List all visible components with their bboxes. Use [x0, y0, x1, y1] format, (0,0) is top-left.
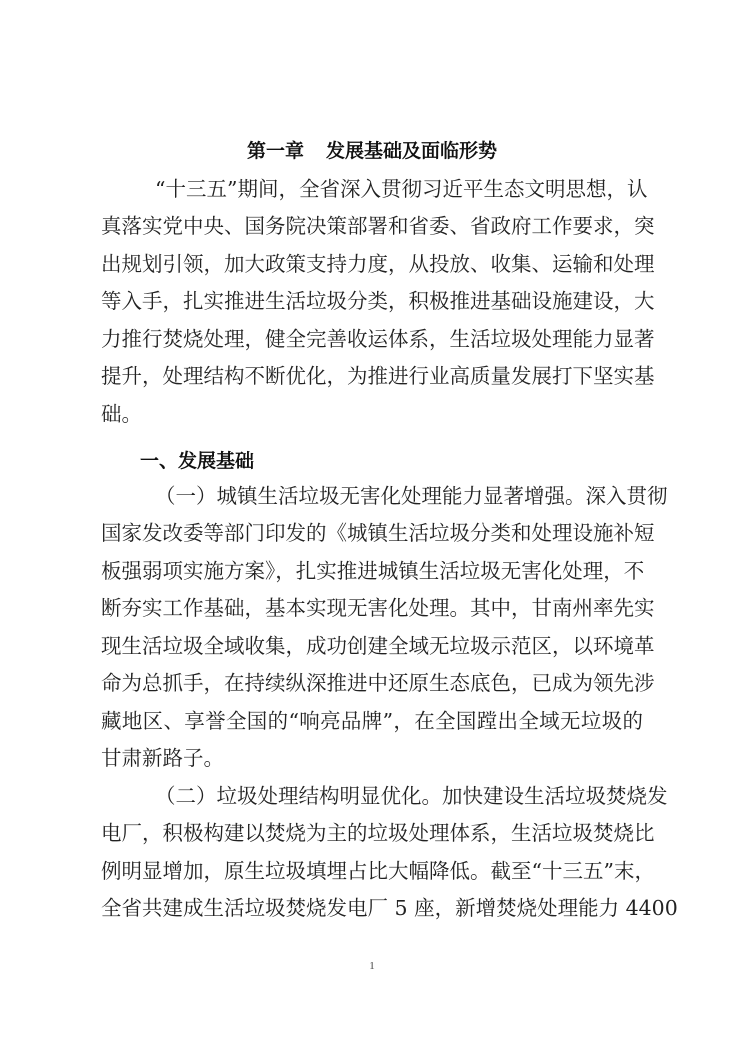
- paragraph-line: 命为总抓手，在持续纵深推进中还原生态底色，已成为领先涉: [101, 671, 655, 695]
- paragraph-line: 例明显增加，原生垃圾填埋占比大幅降低。截至“十三五”末，: [101, 859, 655, 883]
- paragraph-line: 甘肃新路子。: [101, 746, 224, 770]
- paragraph-line: 电厂，积极构建以焚烧为主的垃圾处理体系，生活垃圾焚烧比: [101, 821, 655, 845]
- paragraph-line: 提升，处理结构不断优化，为推进行业高质量发展打下坚实基: [101, 364, 655, 388]
- paragraph-line: 断夯实工作基础，基本实现无害化处理。其中，甘南州率先实: [101, 596, 655, 620]
- paragraph-line: 国家发改委等部门印发的《城镇生活垃圾分类和处理设施补短: [101, 521, 655, 545]
- paragraph-line: 全省共建成生活垃圾焚烧发电厂 5 座，新增焚烧处理能力 4400: [101, 896, 678, 920]
- paragraph-line: 出规划引领，加大政策支持力度，从投放、收集、运输和处理: [101, 252, 655, 276]
- paragraph-line: 真落实党中央、国务院决策部署和省委、省政府工作要求，突: [101, 214, 655, 238]
- paragraph-line: 现生活垃圾全域收集，成功创建全域无垃圾示范区，以环境革: [101, 634, 655, 658]
- section-heading: 一、发展基础: [140, 450, 255, 472]
- paragraph-line: 藏地区、享誉全国的“响亮品牌”，在全国蹚出全域无垃圾的: [101, 709, 643, 733]
- chapter-title: [0, 136, 744, 166]
- chapter-title-text: 发展基础及面临形势: [326, 140, 498, 162]
- paragraph-line: “十三五”期间，全省深入贯彻习近平生态文明思想，认: [155, 177, 648, 201]
- paragraph-line: 等入手，扎实推进生活垃圾分类，积极推进基础设施建设，大: [101, 289, 655, 313]
- paragraph-line: （一）城镇生活垃圾无害化处理能力显著增强。深入贯彻: [155, 484, 668, 508]
- paragraph-line: （二）垃圾处理结构明显优化。加快建设生活垃圾焚烧发: [155, 784, 668, 808]
- paragraph-line: 力推行焚烧处理，健全完善收运体系，生活垃圾处理能力显著: [101, 327, 655, 351]
- chapter-number: 第一章: [246, 140, 304, 162]
- paragraph-line: 板强弱项实施方案》，扎实推进城镇生活垃圾无害化处理，不: [101, 559, 645, 583]
- page-number: 1: [369, 960, 375, 972]
- paragraph-line: 础。: [101, 402, 142, 426]
